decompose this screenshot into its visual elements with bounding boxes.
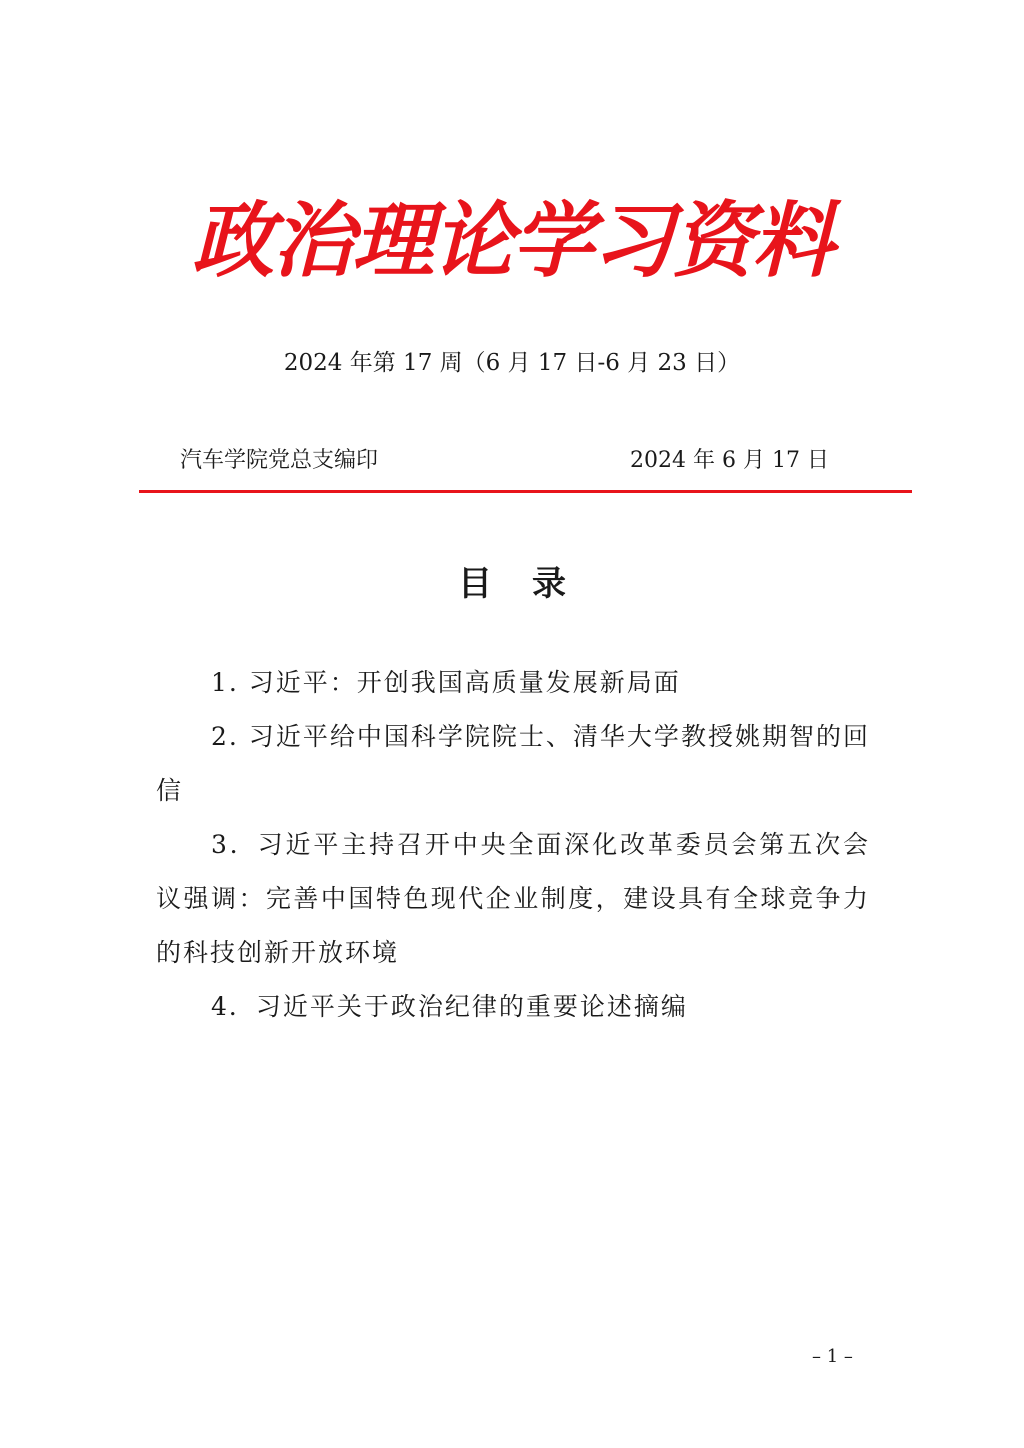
masthead-title: 政治理论学习资料 — [192, 194, 832, 289]
publisher-label: 汽车学院党总支编印 — [180, 448, 379, 473]
issue-line: 2024 年第 17 周（6 月 17 日-6 月 23 日） — [283, 350, 741, 376]
red-divider — [139, 490, 912, 493]
page-number: – 1 – — [812, 1346, 853, 1367]
toc-item-3: 3．习近平主持召开中央全面深化改革委员会第五次会议强调：完善中国特色现代企业制度，建设具有全球竞争力的科技创新开放环境 — [156, 830, 870, 967]
toc-title: 目录 — [458, 564, 606, 604]
toc-list — [156, 656, 870, 1034]
toc-item-4: 4．习近平关于政治纪律的重要论述摘编 — [211, 992, 688, 1021]
publish-date: 2024 年 6 月 17 日 — [630, 448, 829, 473]
toc-item-1: 1. 习近平：开创我国高质量发展新局面 — [211, 668, 681, 697]
toc-item-2: 2. 习近平给中国科学院院士、清华大学教授姚期智的回信 — [156, 722, 870, 805]
